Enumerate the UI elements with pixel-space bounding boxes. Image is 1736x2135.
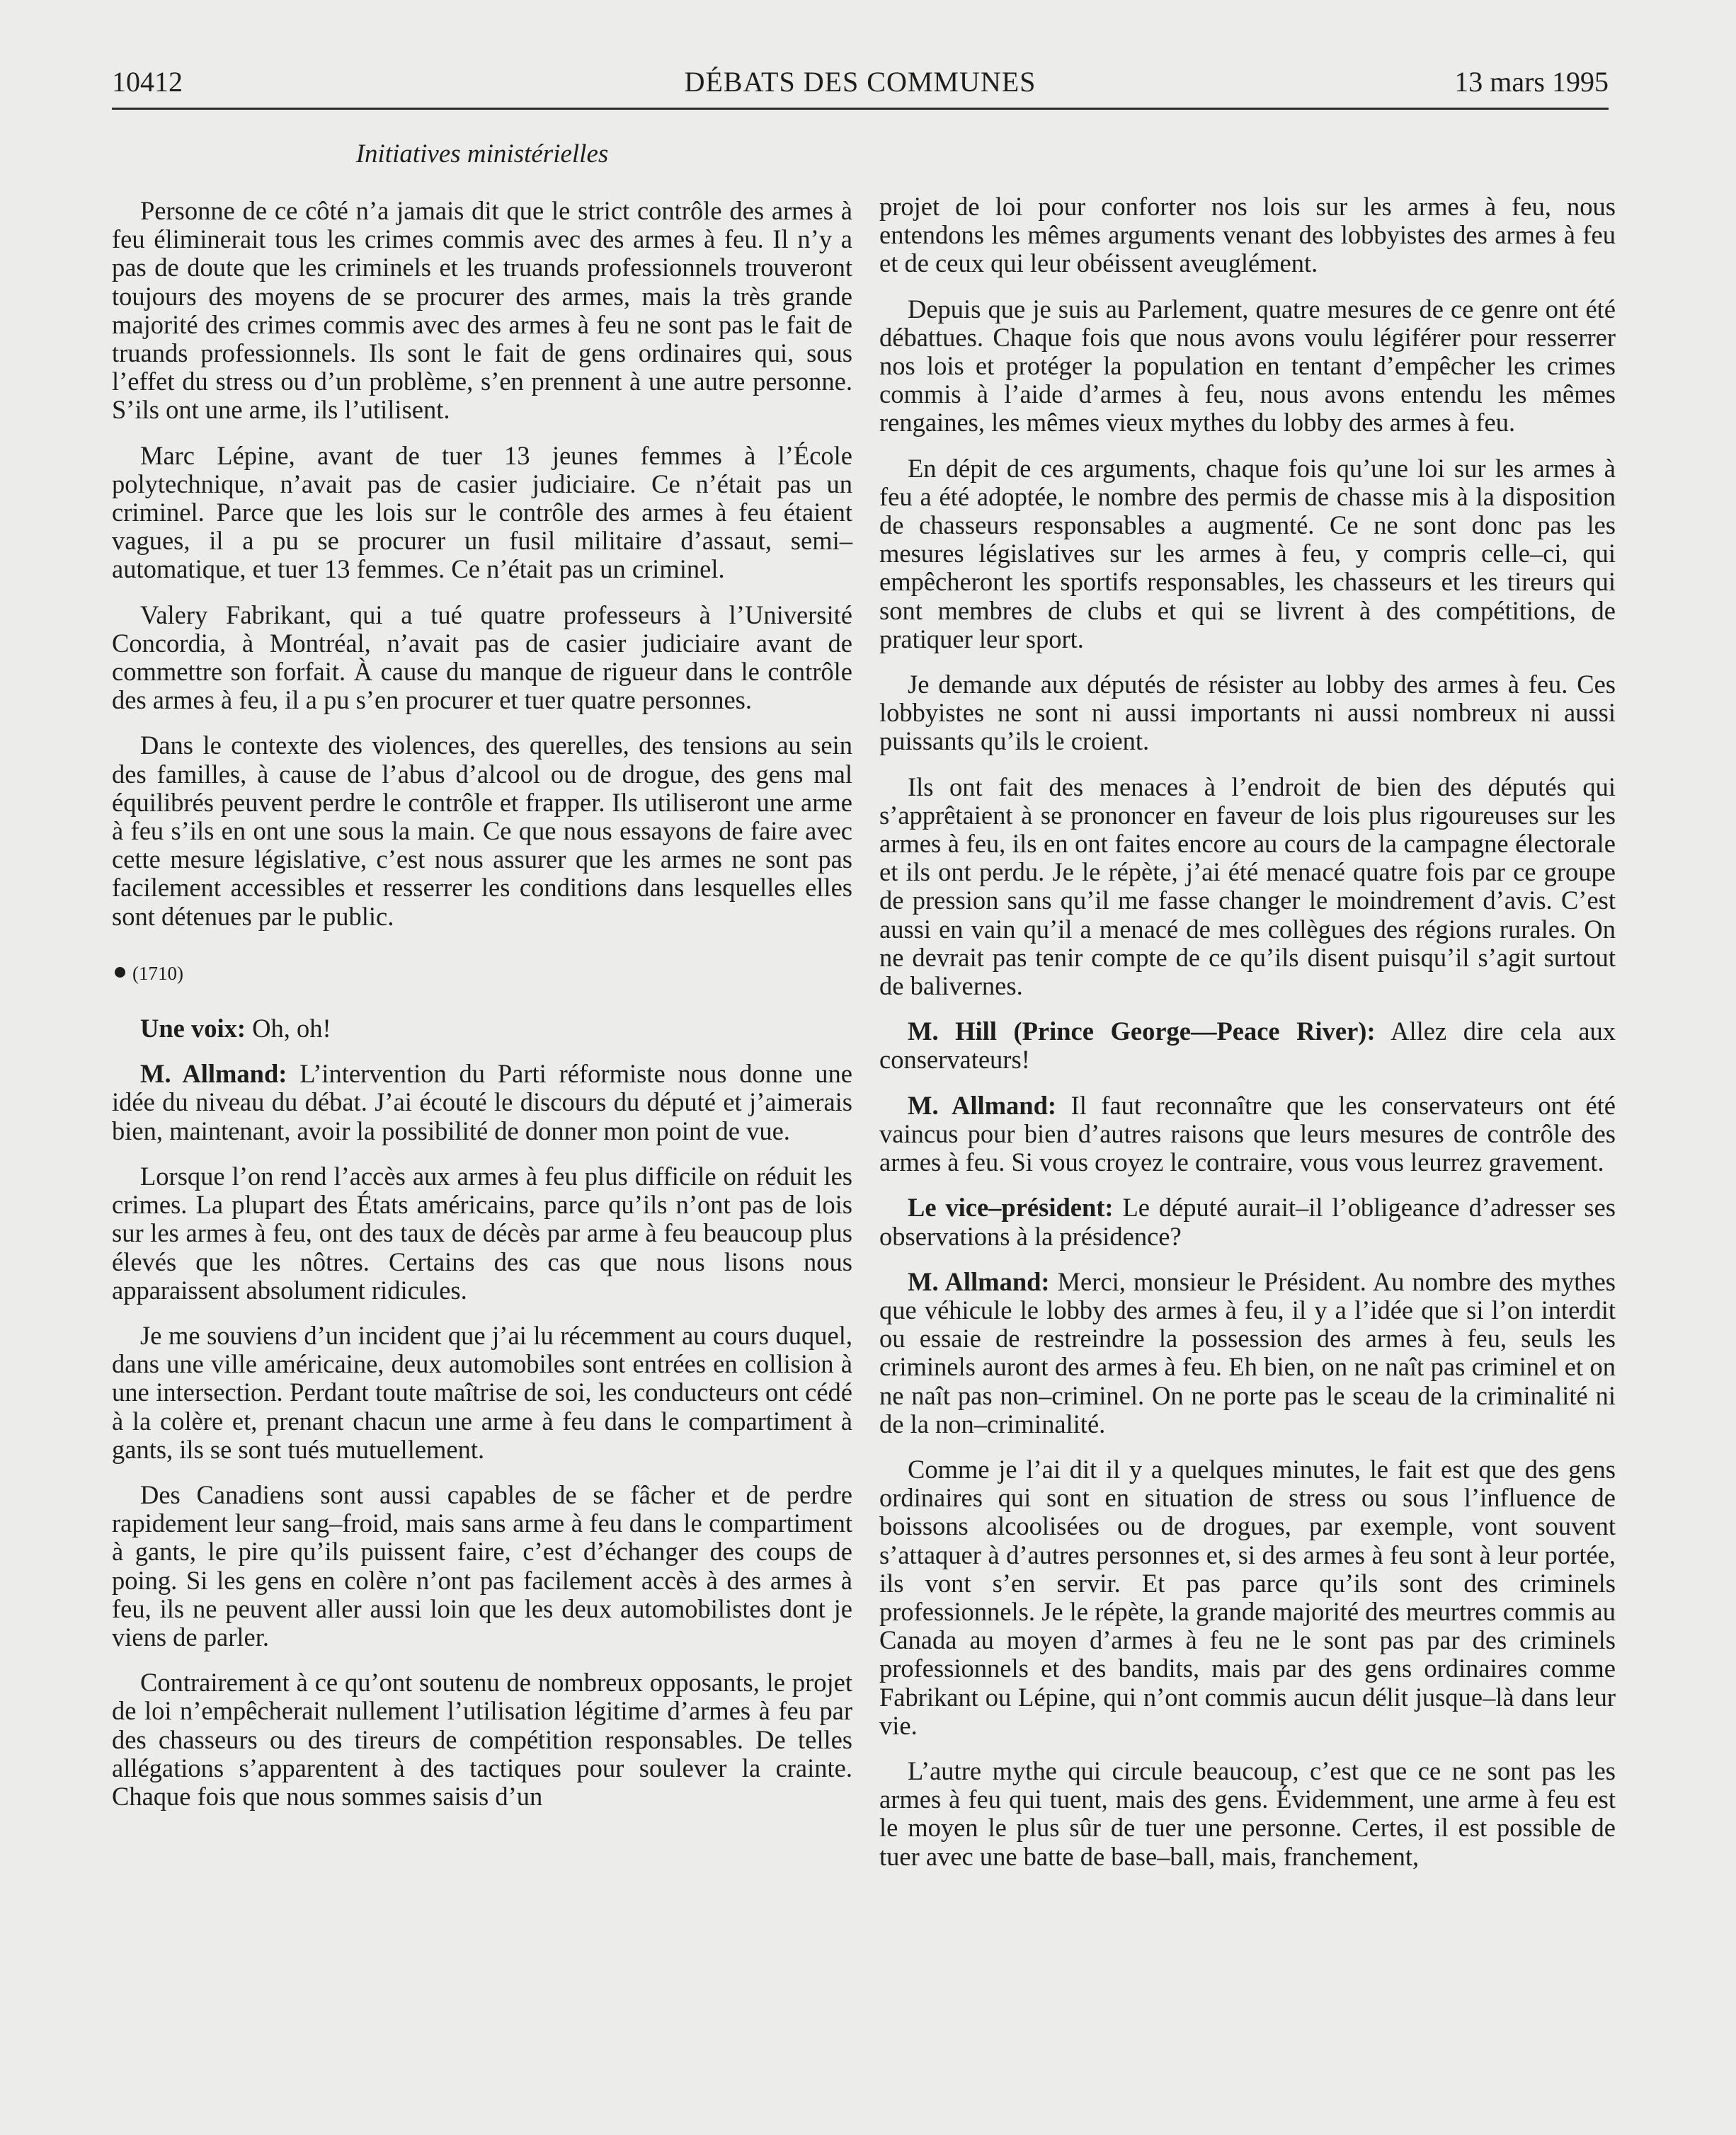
speaker-name: Une voix:: [140, 1014, 246, 1043]
speech-paragraph: [112, 1060, 852, 1145]
speaker-name: Le vice–président:: [908, 1193, 1114, 1223]
paragraph-text: Ils ont fait des menaces à l’endroit de bien des députés qui s’apprêtaient à se prononcer en faveur de lois plus rigoureuses sur les armes à feu, ils en ont faites encore au cours de la campagne électorale et ils ont perdu. Je le répète, j’ai été menacé quatre fois par ce groupe de pression sans qu’il me fasse changer le moindrement d’avis. C’est aussi en vain qu’il a menacé de mes collègues des régions rurales. On ne devrait pas tenir compte de ce qu’ils disent puisqu’il s’agit surtout de balivernes.: [879, 772, 1616, 1001]
paragraph: [112, 1162, 852, 1305]
paragraph: [879, 454, 1616, 653]
paragraph-text: Dans le contexte des violences, des querelles, des tensions au sein des familles, à cause de l’abus d’alcool ou de drogue, des gens mal équilibrés peuvent perdre le contrôle et frapper. Ils utiliseront une arme à feu s’ils en ont une sous la main. Ce que nous essayons de faire avec cette mesure législative, c’est nous assurer que les armes ne sont pas facilement accessibles et resserrer les conditions dans lesquelles elles sont détenues par le public.: [112, 731, 852, 931]
paragraph: [879, 670, 1616, 756]
paragraph-text: Allez dire cela aux conservateurs!: [879, 1017, 1616, 1075]
header-rule: [112, 108, 1609, 110]
speech-paragraph: [112, 1014, 852, 1043]
speaker-name: M. Allmand:: [140, 1059, 287, 1089]
paragraph-text: Contrairement à ce qu’ont soutenu de nombreux opposants, le projet de loi n’empêcherait nullement l’utilisation légitime d’armes à feu par des chasseurs ou des tireurs de compétition responsables. De telles allégations s’apparentent à des tactiques pour soulever la crainte. Chaque fois que nous sommes saisis d’un: [112, 1668, 852, 1811]
paragraph: [879, 773, 1616, 1001]
paragraph-text: projet de loi pour conforter nos lois sur les armes à feu, nous entendons les mêmes arguments venant des lobbyistes des armes à feu et de ceux qui leur obéissent aveuglément.: [879, 192, 1616, 278]
paragraph-text: Je demande aux députés de résister au lobby des armes à feu. Ces lobbyistes ne sont ni aussi importants ni aussi nombreux ni aussi puissants qu’ils le croient.: [879, 670, 1616, 756]
paragraph-text: Des Canadiens sont aussi capables de se fâcher et de perdre rapidement leur sang–froid, mais sans arme à feu dans le compartiment à gants, le pire qu’ils puissent faire, c’est d’échanger des coups de poing. Si les gens en colère n’ont pas facilement accès à des armes à feu, ils ne peuvent aller aussi loin que les deux automobilistes dont je viens de parler.: [112, 1479, 852, 1652]
paragraph-text: Personne de ce côté n’a jamais dit que le strict contrôle des armes à feu éliminerait tous les crimes commis avec des armes à feu. Il n’y a pas de doute que les criminels et les truands professionnels trouveront toujours des moyens de se procurer des armes, mais la très grande majorité des crimes commis avec des armes à feu ne sont pas le fait de truands professionnels. Ils sont le fait de gens ordinaires qui, sous l’effet du stress ou d’un problème, s’en prennent à une autre personne. S’ils ont une arme, ils l’utilisent.: [112, 196, 852, 425]
time-marker: [112, 959, 852, 988]
section-title: Initiatives ministérielles: [355, 139, 609, 168]
publication-title: DÉBATS DES COMMUNES: [684, 66, 1037, 98]
paragraph-text: Depuis que je suis au Parlement, quatre mesures de ce genre ont été débattues. Chaque fois que nous avons voulu légiférer pour resserrer nos lois et protéger la population en tentant d’empêcher les crimes commis à l’aide d’armes à feu, nous avons entendu les mêmes rengaines, les mêmes vieux mythes du lobby des armes à feu.: [879, 294, 1616, 437]
speech-paragraph: [879, 1268, 1616, 1438]
paragraph-text: Merci, monsieur le Président. Au nombre des mythes que véhicule le lobby des armes à feu, il y a l’idée que si l’on interdit ou essaie de restreindre la possession des armes à feu, seuls les criminels auront des armes à feu. Eh bien, on ne naît pas criminel et on ne naît pas non–criminel. On ne porte pas le sceau de la criminalité ni de la non–criminalité.: [879, 1266, 1616, 1438]
paragraph-text: Le député aurait–il l’obligeance d’adresser ses observations à la présidence?: [879, 1193, 1616, 1251]
paragraph: [879, 1455, 1616, 1740]
paragraph-text: Lorsque l’on rend l’accès aux armes à feu plus difficile on réduit les crimes. La plupart des États américains, parce qu’ils n’ont pas de lois sur les armes à feu, ont des taux de décès par arme à feu beaucoup plus élevés que les nôtres. Certains des cas que nous lisons nous apparaissent absolument ridicules.: [112, 1161, 852, 1305]
paragraph-text: Il faut reconnaître que les conservateurs ont été vaincus pour bien d’autres raisons que leurs mesures de contrôle des armes à feu. Si vous croyez le contraire, vous vous leurrez gravement.: [879, 1090, 1616, 1177]
paragraph-text: Valery Fabrikant, qui a tué quatre professeurs à l’Université Concordia, à Montréal, n’avait pas de casier judiciaire avant de commettre son forfait. À cause du manque de rigueur dans le contrôle des armes à feu, il a pu s’en procurer et tuer quatre personnes.: [112, 600, 852, 715]
paragraph: [879, 193, 1616, 278]
page-header: [112, 65, 1609, 108]
speaker-name: M. Allmand:: [908, 1090, 1057, 1120]
speech-paragraph: [879, 1092, 1616, 1177]
paragraph: [112, 601, 852, 715]
paragraph-text: Je me souviens d’un incident que j’ai lu récemment au cours duquel, dans une ville américaine, deux automobiles sont entrées en collision à une intersection. Perdant toute maîtrise de soi, les conducteurs ont cédé à la colère et, prenant chacun une arme à feu dans le compartiment à gants, ils se sont tués mutuellement.: [112, 1320, 852, 1464]
paragraph: [112, 442, 852, 584]
paragraph: [112, 197, 852, 425]
paragraph: [879, 295, 1616, 437]
paragraph: [112, 1322, 852, 1464]
paragraph: [112, 1668, 852, 1811]
paragraph-text: Oh, oh!: [252, 1014, 331, 1043]
paragraph-text: L’intervention du Parti réformiste nous donne une idée du niveau du débat. J’ai écouté le discours du député et j’aimerais bien, maintenant, avoir la possibilité de donner mon point de vue.: [112, 1059, 852, 1145]
paragraph-text: L’autre mythe qui circule beaucoup, c’est que ce ne sont pas les armes à feu qui tuent, mais des gens. Évidemment, une arme à feu est le moyen le plus sûr de tuer une personne. Certes, il est possible de tuer avec une batte de base–ball, mais, franchement,: [879, 1756, 1616, 1871]
speech-paragraph: [879, 1194, 1616, 1250]
time-marker-text: (1710): [132, 962, 183, 984]
paragraph-text: Comme je l’ai dit il y a quelques minutes, le fait est que des gens ordinaires qui sont en situation de stress ou sous l’influence de boissons alcoolisées ou de drogues, par exemple, vont souvent s’attaquer à d’autres personnes et, si des armes à feu sont à leur portée, ils vont s’en servir. Et pas parce qu’ils sont des criminels professionnels. Je le répète, la grande majorité des meurtres commis au Canada au moyen d’armes à feu ne le sont pas par des criminels professionnels et des bandits, mais par des gens ordinaires comme Fabrikant ou Lépine, qui n’ont commis aucun délit jusque–là dans leur vie.: [879, 1454, 1616, 1740]
publication-date: 13 mars 1995: [1454, 66, 1609, 98]
speech-paragraph: [879, 1017, 1616, 1074]
speaker-name: M. Hill (Prince George—Peace River):: [908, 1017, 1376, 1046]
left-column: [112, 197, 852, 1828]
paragraph-text: Marc Lépine, avant de tuer 13 jeunes femmes à l’École polytechnique, n’avait pas de casier judiciaire. Ce n’était pas un criminel. Parce que les lois sur le contrôle des armes à feu étaient vagues, il a pu se procurer un fusil militaire d’assaut, semi–automatique, et tuer 13 femmes. Ce n’était pas un criminel.: [112, 440, 852, 584]
speaker-name: M. Allmand:: [908, 1266, 1050, 1296]
bullet-icon: [115, 967, 125, 978]
paragraph: [879, 1757, 1616, 1871]
paragraph: [112, 731, 852, 930]
page-number: 10412: [112, 66, 183, 98]
right-column: [879, 193, 1616, 1888]
paragraph: [112, 1481, 852, 1652]
paragraph-text: En dépit de ces arguments, chaque fois qu’une loi sur les armes à feu a été adoptée, le nombre des permis de chasse mis à la disposition de chasseurs responsables a augmenté. Ce ne sont donc pas les mesures législatives sur les armes à feu, y compris celle–ci, qui empêcheront les sportifs responsables, les chasseurs et les tireurs qui sont membres de clubs et qui se livrent à des compétitions, de pratiquer leur sport.: [879, 453, 1616, 653]
